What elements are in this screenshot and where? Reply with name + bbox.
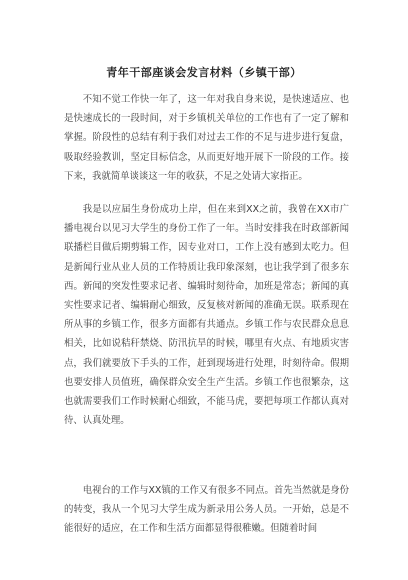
paragraph-tv-experience: 我是以应届生身份成功上岸，但在来到XX之前，我曾在XX市广播电视台以见习大学生的身份工作了一年。当时安排我在时政部新闻联播栏目做后期剪辑工作，因专业对口，工作上没有感到太吃力。但是新闻行业从业人员的工作特质让我印象深刻，也让我学到了很多东西。新闻的突发性要求记者、编辑时刻待命，加班是常态；新闻的真实性要求记者、编辑耐心细致，反复核对新闻的准确无误。联系现在所从事的乡镇工作，很多方面都有共通点。乡镇工作与农民群众息息相关，比如说秸秆禁烧、防汛抗旱的时候，哪里有火点、有地质灾害点，我们就要放下手头的工作，赶到现场进行处理，时刻待命。假期也要安排人员值班，确保群众安全生产生活。乡镇工作也很繁杂，这也就需要我们工作时候耐心细致，不能马虎，要把每项工作都认真对待、认真处理。 <box>64 204 349 427</box>
paragraph-intro: 不知不觉工作快一年了，这一年对我自身来说，是快速适应、也是快速成长的一段时间，对于乡镇机关单位的工作也有了一定了解和掌握。阶段性的总结有利于我们对过去工作的不足与进步进行复盘，吸取经验教训，坚定目标信念，从而更好地开展下一阶段的工作。接下来，我就简单谈谈这一年的收获，不足之处请大家指正。 <box>64 94 349 182</box>
paragraph-differences: 电视台的工作与XX镇的工作又有很多不同点。首先当然就是身份的转变，我从一个见习大学生成为新录用公务人员。一开始，总是不能很好的适应，在工作和生活方面都显得很稚嫩。但随着时间 <box>64 485 349 535</box>
document-title: 青年干部座谈会发言材料（乡镇干部） <box>106 66 302 79</box>
